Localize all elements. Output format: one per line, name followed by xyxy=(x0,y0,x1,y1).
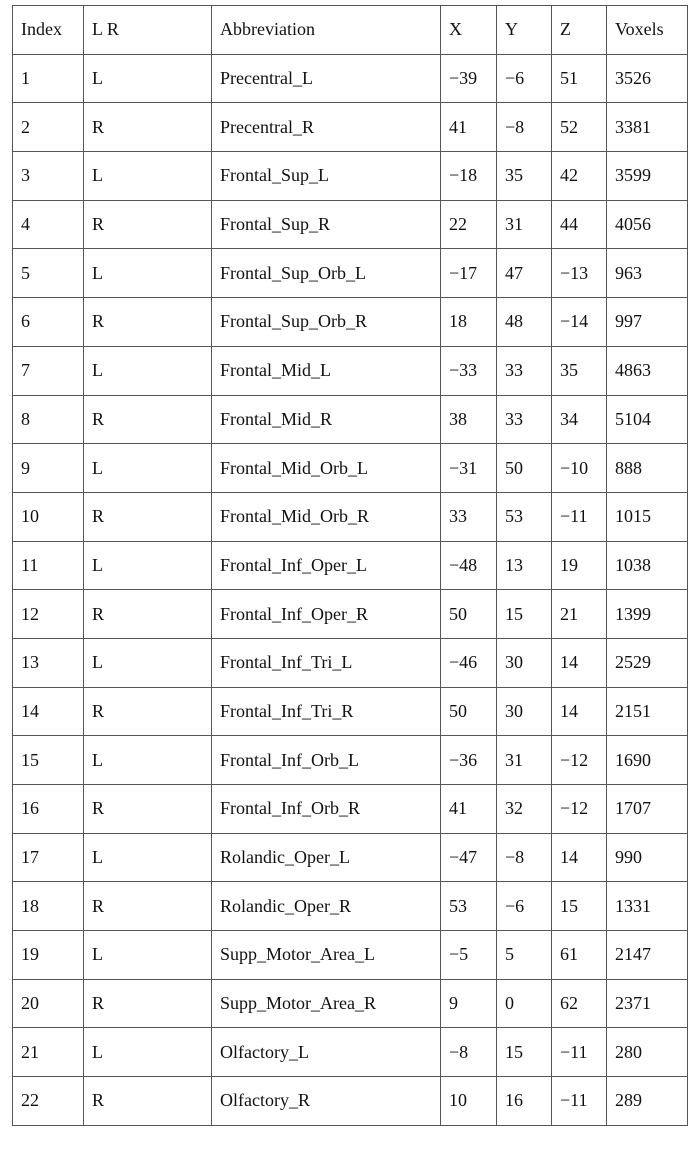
cell-x: −5 xyxy=(441,931,497,980)
cell-lr: L xyxy=(84,833,212,882)
table-row xyxy=(13,444,688,493)
cell-abbreviation: Frontal_Inf_Orb_R xyxy=(212,785,441,834)
cell-index: 3 xyxy=(13,152,84,201)
cell-y: 16 xyxy=(497,1077,552,1126)
cell-y: −6 xyxy=(497,54,552,103)
header-x: X xyxy=(441,6,497,55)
table-row xyxy=(13,833,688,882)
cell-y: 31 xyxy=(497,200,552,249)
table-header-row xyxy=(13,6,688,55)
cell-z: 42 xyxy=(552,152,607,201)
header-index: Index xyxy=(13,6,84,55)
cell-lr: R xyxy=(84,103,212,152)
cell-x: 22 xyxy=(441,200,497,249)
cell-voxels: 1690 xyxy=(607,736,688,785)
cell-index: 2 xyxy=(13,103,84,152)
header-z: Z xyxy=(552,6,607,55)
header-y: Y xyxy=(497,6,552,55)
cell-y: 33 xyxy=(497,346,552,395)
cell-abbreviation: Frontal_Inf_Tri_R xyxy=(212,687,441,736)
cell-voxels: 280 xyxy=(607,1028,688,1077)
cell-x: −47 xyxy=(441,833,497,882)
cell-voxels: 1707 xyxy=(607,785,688,834)
table-row xyxy=(13,590,688,639)
cell-lr: R xyxy=(84,785,212,834)
cell-z: −14 xyxy=(552,298,607,347)
cell-index: 14 xyxy=(13,687,84,736)
cell-lr: R xyxy=(84,492,212,541)
cell-z: 14 xyxy=(552,833,607,882)
header-abbreviation: Abbreviation xyxy=(212,6,441,55)
cell-z: −12 xyxy=(552,785,607,834)
cell-index: 10 xyxy=(13,492,84,541)
cell-lr: R xyxy=(84,687,212,736)
cell-lr: R xyxy=(84,200,212,249)
cell-abbreviation: Frontal_Mid_Orb_L xyxy=(212,444,441,493)
cell-index: 5 xyxy=(13,249,84,298)
cell-z: 34 xyxy=(552,395,607,444)
cell-voxels: 888 xyxy=(607,444,688,493)
cell-index: 11 xyxy=(13,541,84,590)
cell-voxels: 2371 xyxy=(607,979,688,1028)
table-row xyxy=(13,298,688,347)
cell-z: −12 xyxy=(552,736,607,785)
table-row xyxy=(13,492,688,541)
cell-x: −46 xyxy=(441,638,497,687)
table-row xyxy=(13,103,688,152)
cell-y: 47 xyxy=(497,249,552,298)
cell-index: 7 xyxy=(13,346,84,395)
cell-y: −6 xyxy=(497,882,552,931)
table-row xyxy=(13,931,688,980)
cell-z: 35 xyxy=(552,346,607,395)
cell-abbreviation: Frontal_Inf_Orb_L xyxy=(212,736,441,785)
cell-x: −39 xyxy=(441,54,497,103)
cell-index: 12 xyxy=(13,590,84,639)
cell-lr: R xyxy=(84,298,212,347)
cell-y: 30 xyxy=(497,687,552,736)
table-row xyxy=(13,638,688,687)
cell-abbreviation: Rolandic_Oper_L xyxy=(212,833,441,882)
cell-y: 35 xyxy=(497,152,552,201)
cell-x: 41 xyxy=(441,785,497,834)
cell-voxels: 3526 xyxy=(607,54,688,103)
table-row xyxy=(13,395,688,444)
cell-voxels: 1038 xyxy=(607,541,688,590)
cell-z: −10 xyxy=(552,444,607,493)
cell-y: 5 xyxy=(497,931,552,980)
cell-lr: L xyxy=(84,638,212,687)
cell-x: 18 xyxy=(441,298,497,347)
cell-y: 15 xyxy=(497,590,552,639)
cell-voxels: 2147 xyxy=(607,931,688,980)
cell-index: 9 xyxy=(13,444,84,493)
cell-z: 19 xyxy=(552,541,607,590)
table-row xyxy=(13,736,688,785)
cell-y: −8 xyxy=(497,103,552,152)
cell-x: 50 xyxy=(441,687,497,736)
cell-lr: L xyxy=(84,54,212,103)
cell-lr: R xyxy=(84,1077,212,1126)
cell-y: 53 xyxy=(497,492,552,541)
cell-x: −33 xyxy=(441,346,497,395)
cell-abbreviation: Precentral_R xyxy=(212,103,441,152)
cell-z: 62 xyxy=(552,979,607,1028)
cell-abbreviation: Frontal_Sup_R xyxy=(212,200,441,249)
cell-lr: R xyxy=(84,395,212,444)
cell-index: 21 xyxy=(13,1028,84,1077)
cell-abbreviation: Frontal_Mid_Orb_R xyxy=(212,492,441,541)
cell-abbreviation: Frontal_Inf_Oper_R xyxy=(212,590,441,639)
cell-voxels: 963 xyxy=(607,249,688,298)
cell-index: 19 xyxy=(13,931,84,980)
cell-voxels: 3599 xyxy=(607,152,688,201)
cell-abbreviation: Frontal_Mid_L xyxy=(212,346,441,395)
cell-x: 9 xyxy=(441,979,497,1028)
cell-abbreviation: Supp_Motor_Area_R xyxy=(212,979,441,1028)
cell-index: 8 xyxy=(13,395,84,444)
cell-z: 51 xyxy=(552,54,607,103)
cell-y: −8 xyxy=(497,833,552,882)
cell-lr: L xyxy=(84,152,212,201)
cell-index: 17 xyxy=(13,833,84,882)
cell-abbreviation: Frontal_Sup_L xyxy=(212,152,441,201)
cell-abbreviation: Frontal_Mid_R xyxy=(212,395,441,444)
cell-voxels: 1399 xyxy=(607,590,688,639)
atlas-regions-table xyxy=(12,5,688,1126)
table-row xyxy=(13,785,688,834)
cell-z: 14 xyxy=(552,638,607,687)
cell-lr: L xyxy=(84,736,212,785)
cell-index: 6 xyxy=(13,298,84,347)
cell-x: 10 xyxy=(441,1077,497,1126)
table-body xyxy=(13,54,688,1125)
cell-index: 20 xyxy=(13,979,84,1028)
cell-x: −18 xyxy=(441,152,497,201)
cell-z: −11 xyxy=(552,1077,607,1126)
cell-index: 15 xyxy=(13,736,84,785)
table-row xyxy=(13,541,688,590)
table-row xyxy=(13,979,688,1028)
cell-z: 44 xyxy=(552,200,607,249)
table-row xyxy=(13,346,688,395)
cell-z: −11 xyxy=(552,1028,607,1077)
cell-abbreviation: Frontal_Inf_Oper_L xyxy=(212,541,441,590)
cell-y: 31 xyxy=(497,736,552,785)
cell-x: −17 xyxy=(441,249,497,298)
table-row xyxy=(13,1077,688,1126)
cell-z: 52 xyxy=(552,103,607,152)
cell-lr: L xyxy=(84,541,212,590)
cell-z: 21 xyxy=(552,590,607,639)
cell-y: 15 xyxy=(497,1028,552,1077)
cell-abbreviation: Olfactory_L xyxy=(212,1028,441,1077)
cell-x: 41 xyxy=(441,103,497,152)
cell-y: 48 xyxy=(497,298,552,347)
header-lr: L R xyxy=(84,6,212,55)
table-row xyxy=(13,882,688,931)
cell-x: −48 xyxy=(441,541,497,590)
cell-index: 18 xyxy=(13,882,84,931)
cell-lr: R xyxy=(84,979,212,1028)
cell-lr: L xyxy=(84,249,212,298)
cell-x: 50 xyxy=(441,590,497,639)
cell-voxels: 5104 xyxy=(607,395,688,444)
cell-y: 50 xyxy=(497,444,552,493)
cell-index: 13 xyxy=(13,638,84,687)
cell-x: −31 xyxy=(441,444,497,493)
cell-z: 15 xyxy=(552,882,607,931)
cell-voxels: 1015 xyxy=(607,492,688,541)
cell-voxels: 1331 xyxy=(607,882,688,931)
cell-abbreviation: Frontal_Inf_Tri_L xyxy=(212,638,441,687)
cell-x: 53 xyxy=(441,882,497,931)
table-row xyxy=(13,687,688,736)
cell-y: 30 xyxy=(497,638,552,687)
cell-x: −8 xyxy=(441,1028,497,1077)
cell-abbreviation: Precentral_L xyxy=(212,54,441,103)
cell-index: 16 xyxy=(13,785,84,834)
cell-lr: R xyxy=(84,590,212,639)
table-row xyxy=(13,54,688,103)
cell-z: −13 xyxy=(552,249,607,298)
cell-abbreviation: Frontal_Sup_Orb_R xyxy=(212,298,441,347)
cell-x: 38 xyxy=(441,395,497,444)
table-row xyxy=(13,1028,688,1077)
cell-lr: L xyxy=(84,931,212,980)
cell-voxels: 2529 xyxy=(607,638,688,687)
cell-abbreviation: Supp_Motor_Area_L xyxy=(212,931,441,980)
cell-voxels: 289 xyxy=(607,1077,688,1126)
table-row xyxy=(13,152,688,201)
cell-y: 0 xyxy=(497,979,552,1028)
cell-index: 4 xyxy=(13,200,84,249)
cell-y: 13 xyxy=(497,541,552,590)
cell-y: 32 xyxy=(497,785,552,834)
cell-lr: R xyxy=(84,882,212,931)
cell-voxels: 4056 xyxy=(607,200,688,249)
cell-y: 33 xyxy=(497,395,552,444)
cell-index: 22 xyxy=(13,1077,84,1126)
cell-lr: L xyxy=(84,444,212,493)
cell-x: 33 xyxy=(441,492,497,541)
cell-abbreviation: Frontal_Sup_Orb_L xyxy=(212,249,441,298)
cell-voxels: 3381 xyxy=(607,103,688,152)
cell-lr: L xyxy=(84,346,212,395)
cell-lr: L xyxy=(84,1028,212,1077)
header-voxels: Voxels xyxy=(607,6,688,55)
cell-voxels: 4863 xyxy=(607,346,688,395)
cell-voxels: 997 xyxy=(607,298,688,347)
table-row xyxy=(13,200,688,249)
cell-voxels: 990 xyxy=(607,833,688,882)
cell-x: −36 xyxy=(441,736,497,785)
cell-z: −11 xyxy=(552,492,607,541)
cell-voxels: 2151 xyxy=(607,687,688,736)
cell-z: 14 xyxy=(552,687,607,736)
cell-index: 1 xyxy=(13,54,84,103)
cell-z: 61 xyxy=(552,931,607,980)
table-row xyxy=(13,249,688,298)
cell-abbreviation: Rolandic_Oper_R xyxy=(212,882,441,931)
cell-abbreviation: Olfactory_R xyxy=(212,1077,441,1126)
